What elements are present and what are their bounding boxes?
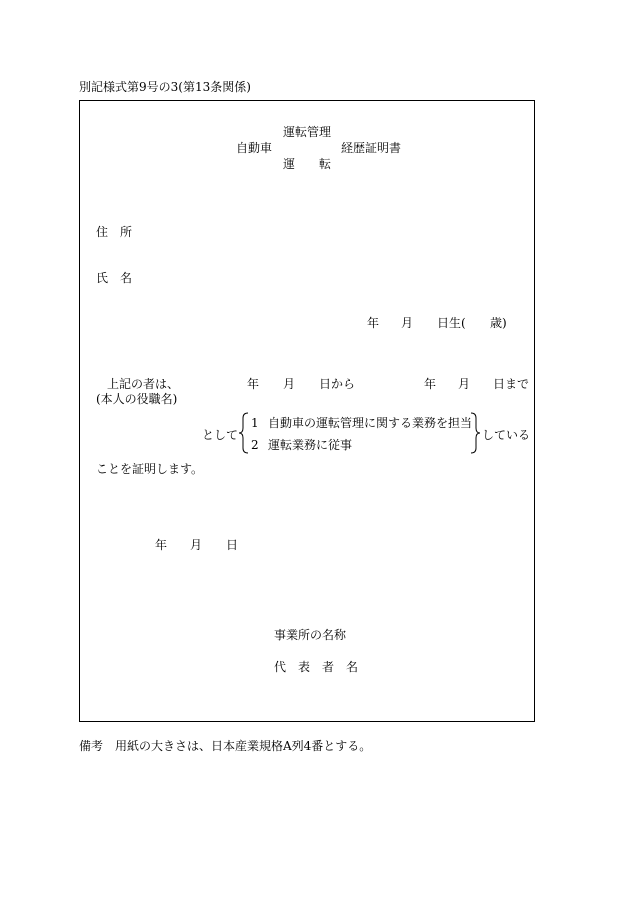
form-number: 別記様式第9号の3(第13条関係) bbox=[79, 80, 251, 94]
option-1-num: 1 bbox=[251, 416, 259, 430]
birth-year: 年 bbox=[367, 316, 380, 330]
left-brace bbox=[238, 412, 250, 454]
from-day: 日から bbox=[319, 377, 356, 391]
to-year: 年 bbox=[424, 377, 437, 391]
as-text: として bbox=[202, 428, 239, 442]
to-day: 日まで bbox=[493, 377, 530, 391]
from-month: 月 bbox=[283, 377, 296, 391]
option-2-text: 運転業務に従事 bbox=[268, 438, 353, 452]
representative-label: 代 表 者 名 bbox=[274, 660, 359, 674]
birth-day: 日生( bbox=[437, 316, 466, 330]
doing-text: している bbox=[482, 428, 531, 442]
option-2-num: 2 bbox=[251, 438, 259, 452]
option-1-text: 自動車の運転管理に関する業務を担当 bbox=[268, 416, 473, 430]
footer-remark: 備考 用紙の大きさは、日本産業規格A列4番とする。 bbox=[79, 739, 372, 753]
role-label: (本人の役職名) bbox=[96, 392, 178, 406]
title-bottom: 運 転 bbox=[283, 157, 332, 171]
date-year: 年 bbox=[155, 538, 168, 552]
date-day: 日 bbox=[226, 538, 239, 552]
from-year: 年 bbox=[247, 377, 260, 391]
name-label: 氏 名 bbox=[96, 271, 133, 285]
statement-prefix: 上記の者は、 bbox=[107, 377, 180, 391]
office-name-label: 事業所の名称 bbox=[274, 628, 347, 642]
to-month: 月 bbox=[458, 377, 471, 391]
title-right: 経歴証明書 bbox=[341, 141, 402, 155]
date-month: 月 bbox=[190, 538, 203, 552]
title-top: 運転管理 bbox=[283, 125, 332, 139]
title-left: 自動車 bbox=[236, 141, 273, 155]
birth-month: 月 bbox=[401, 316, 414, 330]
address-label: 住 所 bbox=[96, 225, 133, 239]
birth-age: 歳) bbox=[490, 316, 507, 330]
certify-text: ことを証明します。 bbox=[96, 462, 204, 476]
right-brace bbox=[469, 412, 481, 454]
